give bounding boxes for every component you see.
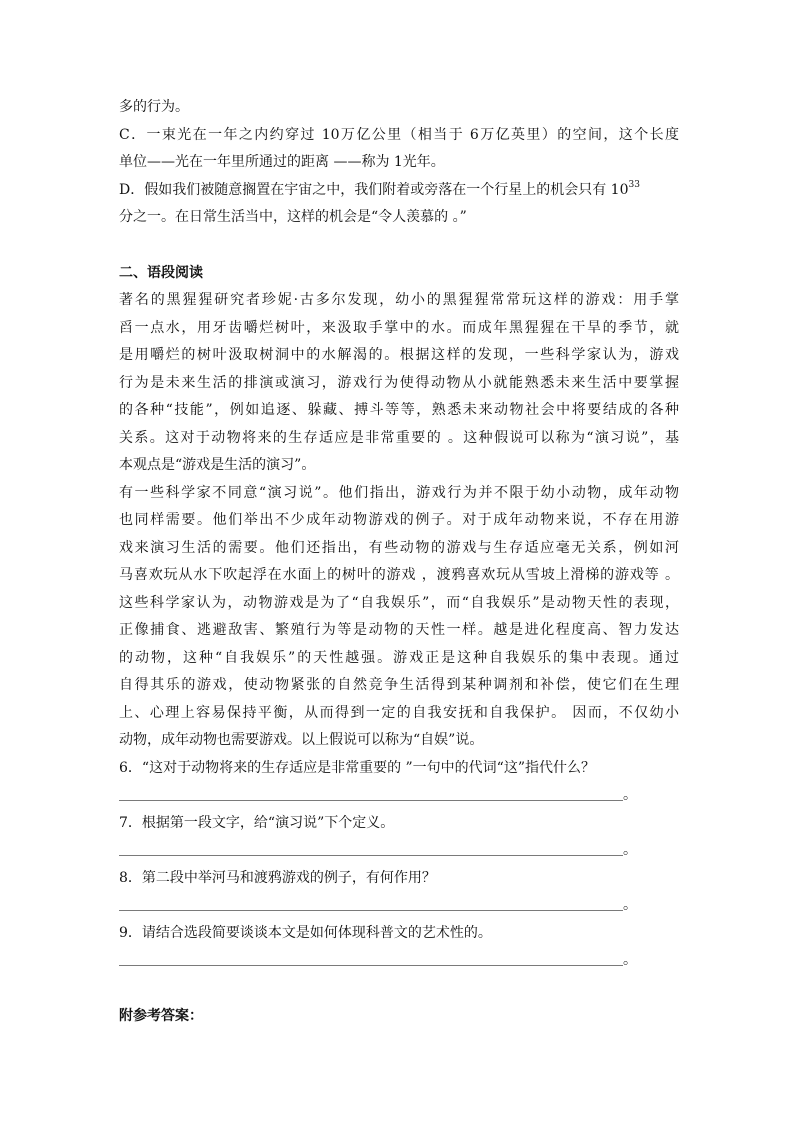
answer-blank[interactable]: ＿＿＿＿＿＿＿＿＿＿＿＿＿＿＿＿＿＿＿＿＿＿＿＿＿＿＿＿＿＿＿＿＿＿＿＿。 [119,787,637,803]
question-7: 7．根据第一段文字，给“演习说”下个定义。 [119,814,395,831]
answer-blank[interactable]: ＿＿＿＿＿＿＿＿＿＿＿＿＿＿＿＿＿＿＿＿＿＿＿＿＿＿＿＿＿＿＿＿＿＿＿＿。 [119,897,637,913]
paragraph-line: 这些科学家认为，动物游戏是为了“自我娱乐”，而“自我娱乐”是动物天性的表现， [119,594,679,611]
paragraph-line: 上、心理上容易保持平衡，从而得到一定的自我安抚和自我保护。 因而，不仅幼小 [119,704,679,721]
paragraph-line: 动物，成年动物也需要游戏。以上假说可以称为“自娱”说。 [119,732,484,748]
paragraph-line: 自得其乐的游戏，使动物紧张的自然竞争生活得到某种调剂和补偿，使它们在生理 [119,677,679,693]
option-c-line-1: C．一束光在一年之内约穿过 10万亿公里（相当于 6万亿英里）的空间，这个长度 [119,126,679,143]
exponent: 33 [628,179,640,190]
question-8: 8．第二段中举河马和渡鸦游戏的例子，有何作用？ [119,869,436,886]
option-d-line-2: 分之一。在日常生活当中，这样的机会是“令人羡慕的 。” [119,209,467,225]
paragraph-line: 是用嚼烂的树叶汲取树洞中的水解渴的。根据这样的发现，一些科学家认为，游戏 [119,347,679,363]
question-9: 9．请结合选段简要谈谈本文是如何体现科普文的艺术性的。 [119,924,492,941]
paragraph-line: 正像捕食、逃避敌害、繁殖行为等是动物的天性一样。越是进化程度高、智力发达 [119,622,679,638]
paragraph-line: 关系。这对于动物将来的生存适应是非常重要的 。这种假说可以称为“演习说”，基 [119,429,679,446]
option-d-text: D．假如我们被随意搁置在宇宙之中，我们附着或旁落在一个行星上的机会只有 10 [119,181,629,198]
question-6: 6．“这对于动物将来的生存适应是非常重要的 ”一句中的代词“这”指代什么？ [119,759,595,776]
paragraph-line: 有一些科学家不同意“演习说”。他们指出，游戏行为并不限于幼小动物，成年动物 [119,484,679,501]
answer-blank[interactable]: ＿＿＿＿＿＿＿＿＿＿＿＿＿＿＿＿＿＿＿＿＿＿＿＿＿＿＿＿＿＿＿＿＿＿＿＿。 [119,842,637,858]
questions-list [119,755,679,975]
paragraph-1 [119,287,679,480]
answers-heading: 附参考答案： [119,1007,203,1024]
paragraph-line: 舀一点水，用牙齿嚼烂树叶，来汲取手掌中的水。而成年黑猩猩在干旱的季节，就 [119,319,679,336]
paragraph-line: 行为是未来生活的排演或演习，游戏行为使得动物从小就能熟悉未来生活中要掌握 [119,374,679,391]
paragraph-line: 马喜欢玩从水下吹起浮在水面上的树叶的游戏 ，渡鸦喜欢玩从雪坡上滑梯的游戏等 。 [119,567,679,583]
option-d-line-1 [119,177,679,205]
document-page [119,94,679,1030]
text-line: 多的行为。 [119,99,189,115]
paragraph-line: 的动物，这种“自我娱乐”的天性越强。游戏正是这种自我娱乐的集中表现。通过 [119,649,679,666]
paragraph-2 [119,480,679,755]
paragraph-line: 戏来演习生活的需要。他们还指出，有些动物的游戏与生存适应毫无关系，例如河 [119,539,679,556]
option-c-line-2: 单位——光在一年里所通过的距离 ——称为 1光年。 [119,154,445,170]
paragraph-line: 的各种“技能”，例如追逐、躲藏、搏斗等等，熟悉未来动物社会中将要结成的各种 [119,402,679,418]
answer-blank[interactable]: ＿＿＿＿＿＿＿＿＿＿＿＿＿＿＿＿＿＿＿＿＿＿＿＿＿＿＿＿＿＿＿＿＿＿＿＿。 [119,952,637,968]
paragraph-line: 本观点是“游戏是生活的演习”。 [119,457,316,473]
section-heading: 二、语段阅读 [119,264,203,281]
paragraph-line: 也同样需要。他们举出不少成年动物游戏的例子。对于成年动物来说，不存在用游 [119,512,679,528]
paragraph-line: 著名的黑猩猩研究者珍妮·古多尔发现，幼小的黑猩猩常常玩这样的游戏：用手掌 [119,292,679,308]
